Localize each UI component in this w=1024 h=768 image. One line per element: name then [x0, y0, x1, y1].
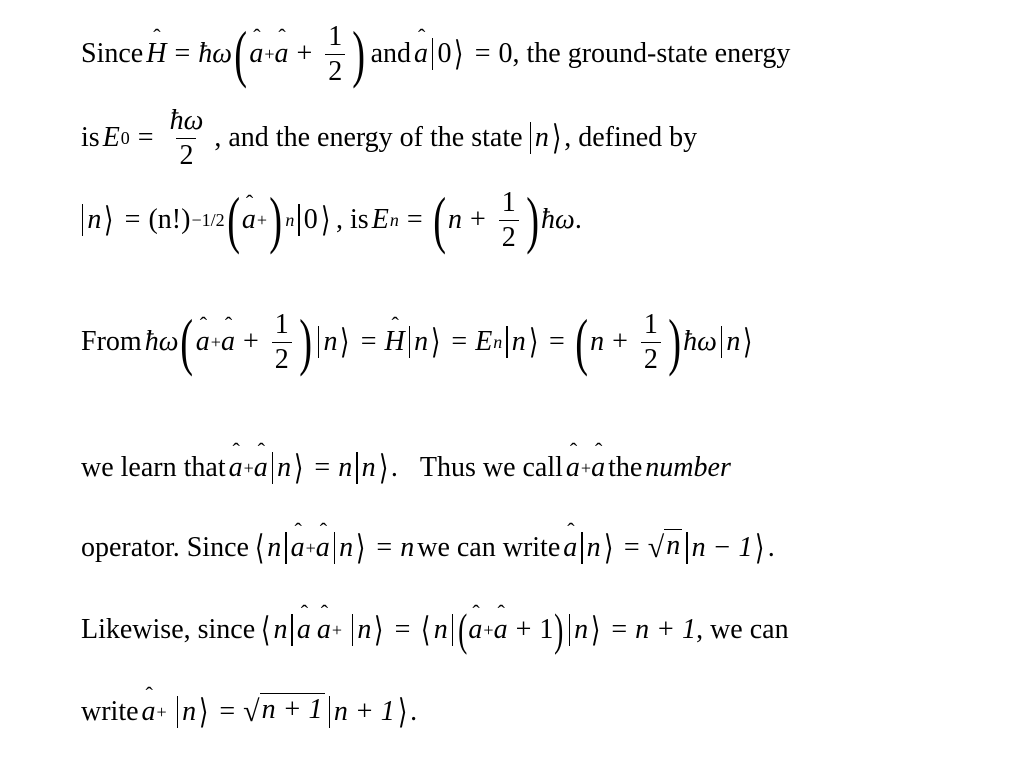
- hbar-omega: ħω: [683, 326, 717, 357]
- equation-line-5: [78, 428, 731, 508]
- ket-bar: [298, 204, 299, 236]
- right-paren: ): [352, 18, 366, 89]
- plus-superscript: +: [331, 619, 342, 640]
- plus-superscript: +: [305, 537, 316, 558]
- denominator: 2: [641, 342, 661, 374]
- exponent-n: n: [285, 209, 295, 230]
- numerator: 1: [501, 186, 516, 218]
- radical-sign: √: [243, 695, 260, 728]
- ket-content: n: [534, 122, 549, 153]
- plus-superscript: +: [210, 331, 221, 352]
- sqrt-n: [648, 531, 682, 565]
- right-paren: ): [668, 306, 681, 377]
- text: Likewise, since: [81, 614, 256, 645]
- right-angle: ⟩: [431, 324, 441, 361]
- equals: =: [174, 38, 191, 69]
- a-hat: ˆ a: [196, 326, 210, 358]
- n-plus-1: n + 1: [635, 614, 697, 645]
- plus-superscript: +: [156, 701, 167, 722]
- right-angle: ⟩: [356, 530, 366, 567]
- ket-n: [352, 448, 391, 488]
- equals: =: [394, 614, 411, 645]
- ket-bar: [581, 532, 582, 564]
- a-hat: ˆ a: [468, 614, 482, 646]
- equals: =: [360, 326, 377, 357]
- ket-zero: [294, 200, 333, 240]
- hbar-omega: ħω: [144, 326, 179, 357]
- a-hat: ˆ a: [317, 614, 331, 646]
- right-angle: ⟩: [454, 36, 464, 73]
- ket-bar: [272, 452, 273, 484]
- hbar-omega: ħω: [198, 38, 233, 69]
- denominator: 2: [272, 342, 292, 374]
- equation-line-3: [78, 180, 582, 260]
- E-symbol: E: [371, 204, 389, 235]
- bra-ket-expectation: [418, 604, 603, 655]
- n-symbol: n: [447, 204, 462, 235]
- text: From: [81, 326, 142, 357]
- equals: =: [314, 452, 331, 483]
- ket-bar: [177, 696, 178, 728]
- equation-line-1: [78, 14, 790, 94]
- emphasis-number: number: [645, 452, 731, 483]
- ket-n: [78, 200, 117, 240]
- left-angle: ⟨: [421, 612, 431, 649]
- right-angle: ⟩: [340, 324, 350, 361]
- fraction-hbar-omega-over-2: [167, 104, 207, 171]
- a-hat: ˆ a: [563, 532, 577, 564]
- ket-content: n: [87, 204, 102, 235]
- bra-content: n: [267, 532, 282, 563]
- exponent: −1/2: [191, 209, 225, 230]
- ket-bar: [432, 38, 433, 70]
- ket-n: [405, 322, 444, 362]
- equation-line-4: [78, 302, 756, 382]
- ket-zero: [428, 34, 467, 74]
- right-paren: ): [298, 306, 312, 377]
- ket-n: [502, 322, 541, 362]
- n-symbol: n: [590, 326, 605, 357]
- text: and: [370, 38, 412, 69]
- equation-line-2: [78, 98, 697, 178]
- right-angle: ⟩: [551, 120, 562, 157]
- right-angle: ⟩: [320, 202, 331, 239]
- ket-n-plus-1: [325, 692, 411, 732]
- subscript-n: n: [389, 209, 399, 230]
- equation-line-7: [78, 590, 789, 670]
- ket-bar: [506, 326, 507, 358]
- zero: 0: [498, 38, 513, 69]
- right-angle: ⟩: [294, 450, 304, 487]
- right-angle: ⟩: [603, 530, 613, 567]
- ket-content: n: [574, 614, 589, 645]
- ket-n: [314, 322, 353, 362]
- equals: =: [124, 204, 141, 235]
- text: is: [81, 122, 100, 153]
- a-hat: ˆ a: [297, 614, 311, 646]
- hamiltonian-symbol: ˆ H: [385, 326, 405, 358]
- right-angle: ⟩: [397, 694, 408, 731]
- a-hat: ˆ a: [591, 452, 605, 484]
- radical-sign: √: [647, 531, 665, 564]
- period: .: [574, 204, 582, 235]
- text: the: [608, 452, 643, 483]
- right-angle: ⟩: [199, 694, 209, 731]
- ket-bar: [356, 452, 357, 484]
- text: write: [81, 696, 139, 727]
- left-angle: ⟨: [254, 530, 265, 567]
- ket-content: 0: [437, 38, 452, 69]
- text: we can write: [417, 532, 561, 563]
- ket-n: [173, 692, 212, 732]
- ket-bar: [530, 122, 531, 154]
- ket-content: n: [586, 532, 601, 563]
- ket-n: [577, 528, 616, 568]
- a-hat: ˆ a: [414, 38, 428, 70]
- text: , and the energy of the state: [214, 122, 523, 153]
- ket-content: 0: [303, 204, 318, 235]
- equation-line-8: [78, 672, 417, 752]
- ket-content: n: [357, 614, 372, 645]
- right-paren: ): [269, 184, 283, 255]
- fraction-one-half: [272, 308, 292, 375]
- plus-superscript: +: [256, 209, 268, 230]
- ket-bar: [329, 696, 330, 728]
- plus-superscript: +: [483, 619, 494, 640]
- ket-bar: [721, 326, 722, 358]
- left-paren: (: [226, 184, 240, 255]
- ket-n: [717, 322, 756, 362]
- equals: =: [406, 204, 423, 235]
- right-angle: ⟩: [378, 450, 388, 487]
- bra-ket-expectation: [252, 528, 368, 568]
- equals: =: [137, 122, 154, 153]
- text: , the ground-state energy: [512, 38, 791, 69]
- ket-bar: [334, 532, 335, 564]
- ket-n: [268, 448, 307, 488]
- equals: =: [219, 696, 236, 727]
- right-paren: ): [525, 184, 539, 255]
- bra-content: n: [273, 614, 288, 645]
- hamiltonian-symbol: ˆ H: [146, 38, 166, 70]
- right-paren: ): [554, 604, 564, 655]
- text: Since: [81, 38, 144, 69]
- left-paren: (: [432, 184, 446, 255]
- left-paren: (: [575, 306, 588, 377]
- n-symbol: n: [338, 452, 353, 483]
- a-hat: ˆ a: [142, 696, 156, 728]
- ket-content: n: [182, 696, 197, 727]
- left-paren: (: [458, 604, 468, 655]
- ket-bar: [686, 532, 687, 564]
- a-hat: ˆ a: [275, 38, 289, 70]
- hbar-omega: ħω: [541, 204, 575, 235]
- denominator: 2: [499, 220, 519, 252]
- a-hat: ˆ a: [494, 614, 508, 646]
- left-paren: (: [180, 306, 194, 377]
- text: .: [410, 696, 418, 727]
- right-angle: ⟩: [755, 530, 765, 567]
- text: Thus we call: [419, 452, 563, 483]
- denominator: 2: [325, 54, 345, 86]
- fraction-one-half: [325, 20, 345, 87]
- equals: =: [611, 614, 628, 645]
- radicand: n: [666, 529, 681, 561]
- fraction-one-half: [641, 308, 661, 375]
- one: 1: [539, 614, 554, 645]
- radicand: n + 1: [261, 693, 323, 725]
- left-paren: (: [234, 18, 248, 89]
- text: , is: [336, 204, 369, 235]
- a-hat: ˆ a: [249, 38, 263, 70]
- a-hat: ˆ a: [291, 532, 305, 564]
- n-factorial: (n!): [148, 204, 191, 235]
- equation-line-6: [78, 508, 775, 588]
- E-symbol: E: [475, 326, 493, 357]
- a-hat: ˆ a: [242, 204, 256, 236]
- plus-superscript: +: [243, 457, 254, 478]
- numerator: 1: [274, 308, 289, 340]
- text: .: [767, 532, 775, 563]
- bra-bar: [285, 532, 286, 564]
- plus: +: [469, 204, 486, 235]
- left-angle: ⟨: [261, 612, 271, 649]
- ket-content: n: [726, 326, 741, 357]
- ket-content: n − 1: [691, 532, 753, 563]
- ket-n-minus-1: [682, 528, 768, 568]
- equals: =: [548, 326, 565, 357]
- sqrt-n-plus-1: [243, 695, 324, 729]
- equals: =: [623, 532, 640, 563]
- n-symbol: n: [400, 532, 415, 563]
- denominator: 2: [176, 138, 196, 170]
- plus-superscript: +: [264, 43, 275, 64]
- E-symbol: E: [102, 122, 120, 153]
- right-angle: ⟩: [743, 324, 753, 361]
- ket-content: n + 1: [333, 696, 395, 727]
- bra-content: n: [433, 614, 448, 645]
- ket-content: n: [339, 532, 354, 563]
- bra-bar: [291, 614, 292, 646]
- plus-superscript: +: [580, 457, 592, 478]
- numerator: 1: [328, 20, 343, 52]
- fraction-one-half: [499, 186, 519, 253]
- text: we learn that: [81, 452, 226, 483]
- equals: =: [451, 326, 468, 357]
- numerator: ħω: [169, 104, 204, 136]
- bra-ket-expectation: [258, 610, 386, 650]
- text: , we can: [696, 614, 789, 645]
- right-angle: ⟩: [374, 612, 384, 649]
- a-hat: ˆ a: [566, 452, 580, 484]
- ket-bar: [569, 614, 570, 646]
- a-hat: ˆ a: [221, 326, 235, 358]
- bra-bar: [452, 614, 453, 646]
- ket-content: n: [323, 326, 338, 357]
- ket-content: n: [361, 452, 376, 483]
- numerator: 1: [643, 308, 658, 340]
- plus: +: [296, 38, 313, 69]
- ket-bar: [318, 326, 319, 358]
- ket-bar: [409, 326, 410, 358]
- plus: +: [612, 326, 628, 357]
- right-angle: ⟩: [591, 612, 601, 649]
- subscript-zero: 0: [120, 127, 130, 148]
- a-hat: ˆ a: [316, 532, 330, 564]
- subscript-n: n: [493, 331, 503, 352]
- ket-bar: [82, 204, 83, 236]
- equals: =: [474, 38, 491, 69]
- right-angle: ⟩: [528, 324, 538, 361]
- ket-content: n: [511, 326, 526, 357]
- ket-content: n: [414, 326, 429, 357]
- plus: +: [515, 614, 532, 645]
- a-hat: ˆ a: [254, 452, 268, 484]
- text: operator. Since: [81, 532, 249, 563]
- right-angle: ⟩: [104, 202, 114, 239]
- ket-content: n: [277, 452, 292, 483]
- ket-bar: [352, 614, 353, 646]
- equals: =: [376, 532, 393, 563]
- text: , defined by: [564, 122, 698, 153]
- text: .: [390, 452, 398, 483]
- plus: +: [242, 326, 259, 357]
- a-hat: ˆ a: [229, 452, 243, 484]
- ket-n: [526, 118, 565, 158]
